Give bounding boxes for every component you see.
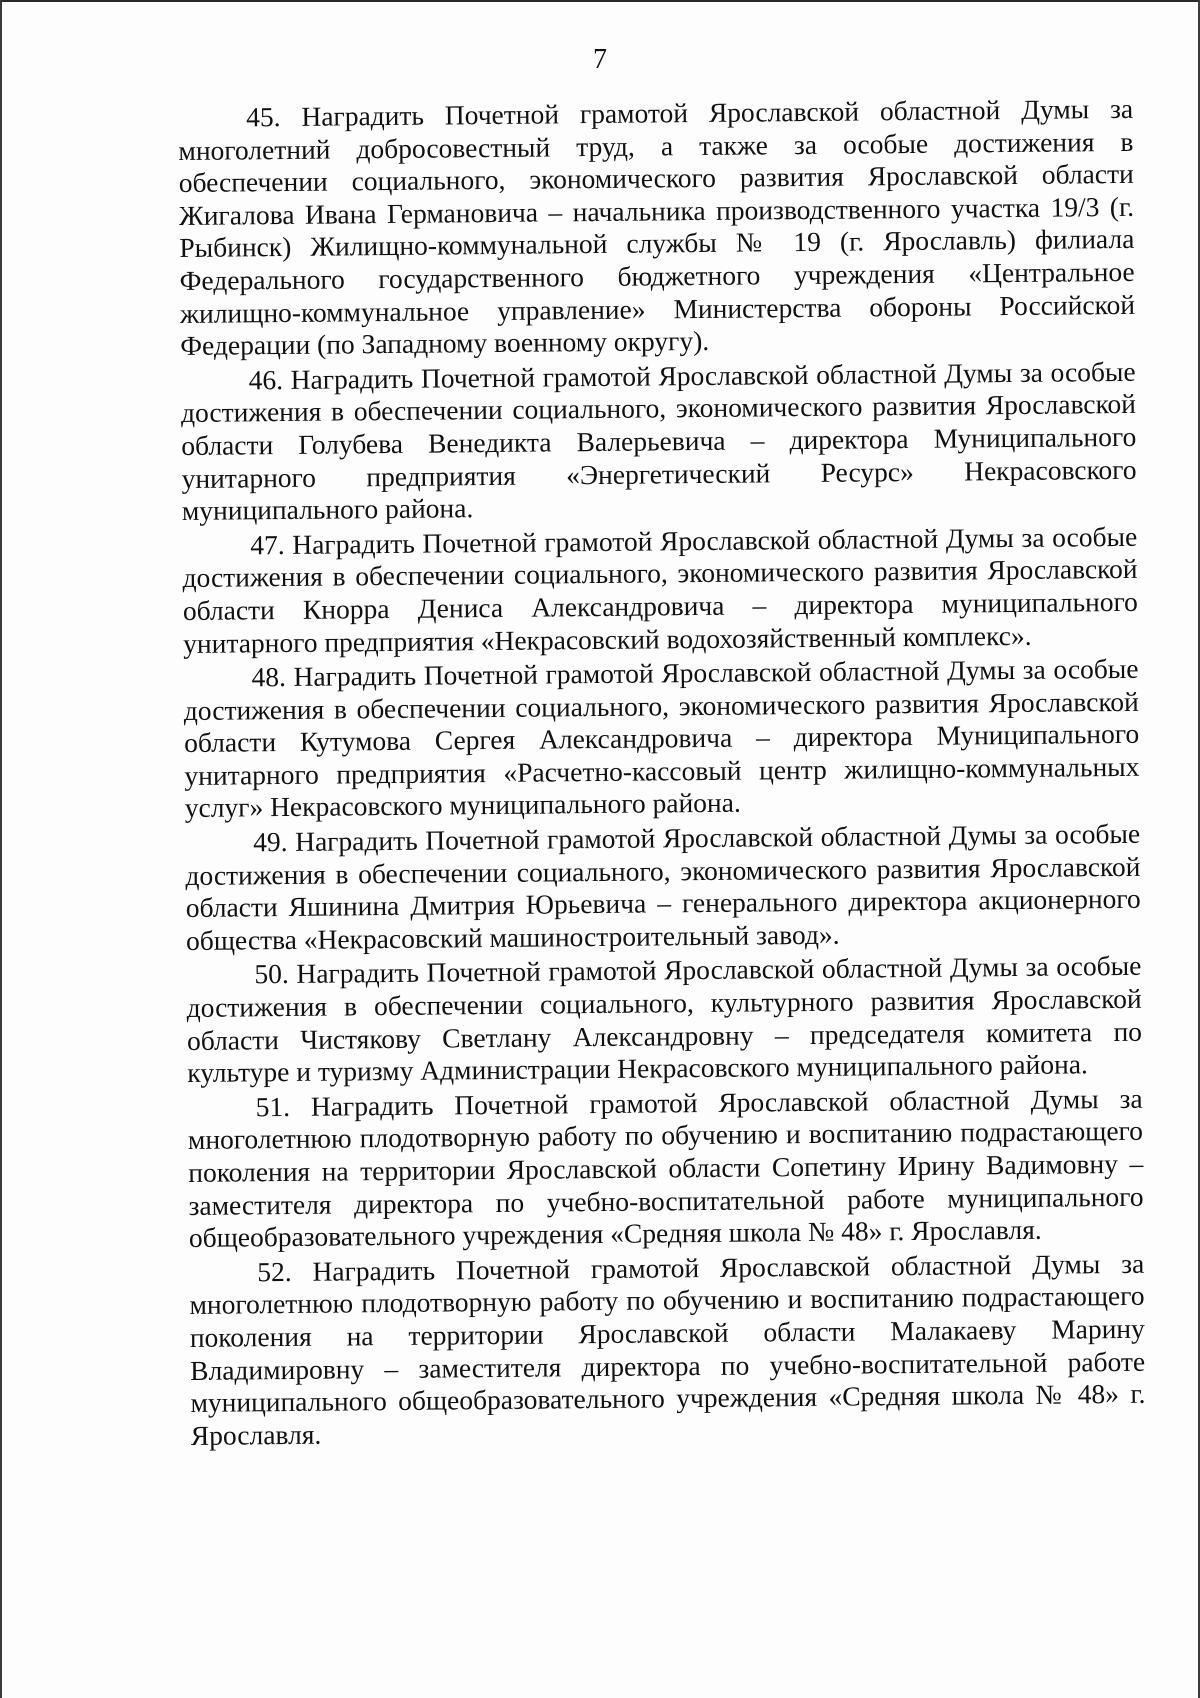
paragraph-51: 51. Наградить Почетной грамотой Ярославской областной Думы за многолетнюю плодотворную работу по обучению и воспитанию подрастающего поколения на территории Ярославской области Сопетину Ирину Вадимовну – заместителя директора по учебно-воспитательной работе муниципального общеобразовательного учреждения «Средняя школа № 48» г. Ярославля. xyxy=(187,1082,1144,1254)
document-body xyxy=(178,93,1146,1454)
paragraph-52: 52. Наградить Почетной грамотой Ярославской областной Думы за многолетнюю плодотворную работу по обучению и воспитанию подрастающего поколения на территории Ярославской области Малакаеву Марину Владимировну – заместителя директора по учебно-воспитательной работе муниципального общеобразовательного учреждения «Средняя школа № 48» г. Ярославля. xyxy=(189,1247,1146,1451)
paragraph-47: 47. Наградить Почетной грамотой Ярославской областной Думы за особые достижения в обеспечении социального, экономического развития Ярославской области Кнорра Дениса Александровича – директора муниципального унитарного предприятия «Некрасовский водохозяйственный комплекс». xyxy=(182,520,1138,659)
scan-edge-top xyxy=(0,0,1200,2)
paragraph-45: 45. Наградить Почетной грамотой Ярославской областной Думы за многолетний добросовестный труд, а также за особые достижения в обеспечении социального, экономического развития Ярославской области Жигалова Ивана Германовича – начальника производственного участка 19/3 (г. Рыбинск) Жилищно-коммунальной службы № 19 (г. Ярославль) филиала Федерального государственного бюджетного учреждения «Центральное жилищно-коммунальное управление» Министерства обороны Российской Федерации (по Западному военному округу). xyxy=(178,92,1136,362)
paragraph-48: 48. Наградить Почетной грамотой Ярославской областной Думы за особые достижения в обеспечении социального, экономического развития Ярославской области Кутумова Сергея Александровича – директора Муниципального унитарного предприятия «Расчетно-кассовый центр жилищно-коммунальных услуг» Некрасовского муниципального района. xyxy=(183,652,1140,824)
paragraph-49: 49. Наградить Почетной грамотой Ярославской областной Думы за особые достижения в обеспечении социального, экономического развития Ярославской области Яшинина Дмитрия Юрьевича – генерального директора акционерного общества «Некрасовский машиностроительный завод». xyxy=(185,817,1141,956)
paragraph-46: 46. Наградить Почетной грамотой Ярославской областной Думы за особые достижения в обеспечении социального, экономического развития Ярославской области Голубева Венедикта Валерьевича – директора Муниципального унитарного предприятия «Энергетический Ресурс» Некрасовского муниципального района. xyxy=(180,355,1137,527)
page-number: 7 xyxy=(593,44,607,75)
paragraph-50: 50. Наградить Почетной грамотой Ярославской областной Думы за особые достижения в обеспечении социального, культурного развития Ярославской области Чистякову Светлану Александровну – председателя комитета по культуре и туризму Администрации Некрасовского муниципального района. xyxy=(186,950,1143,1089)
scan-edge-left xyxy=(0,0,2,1698)
